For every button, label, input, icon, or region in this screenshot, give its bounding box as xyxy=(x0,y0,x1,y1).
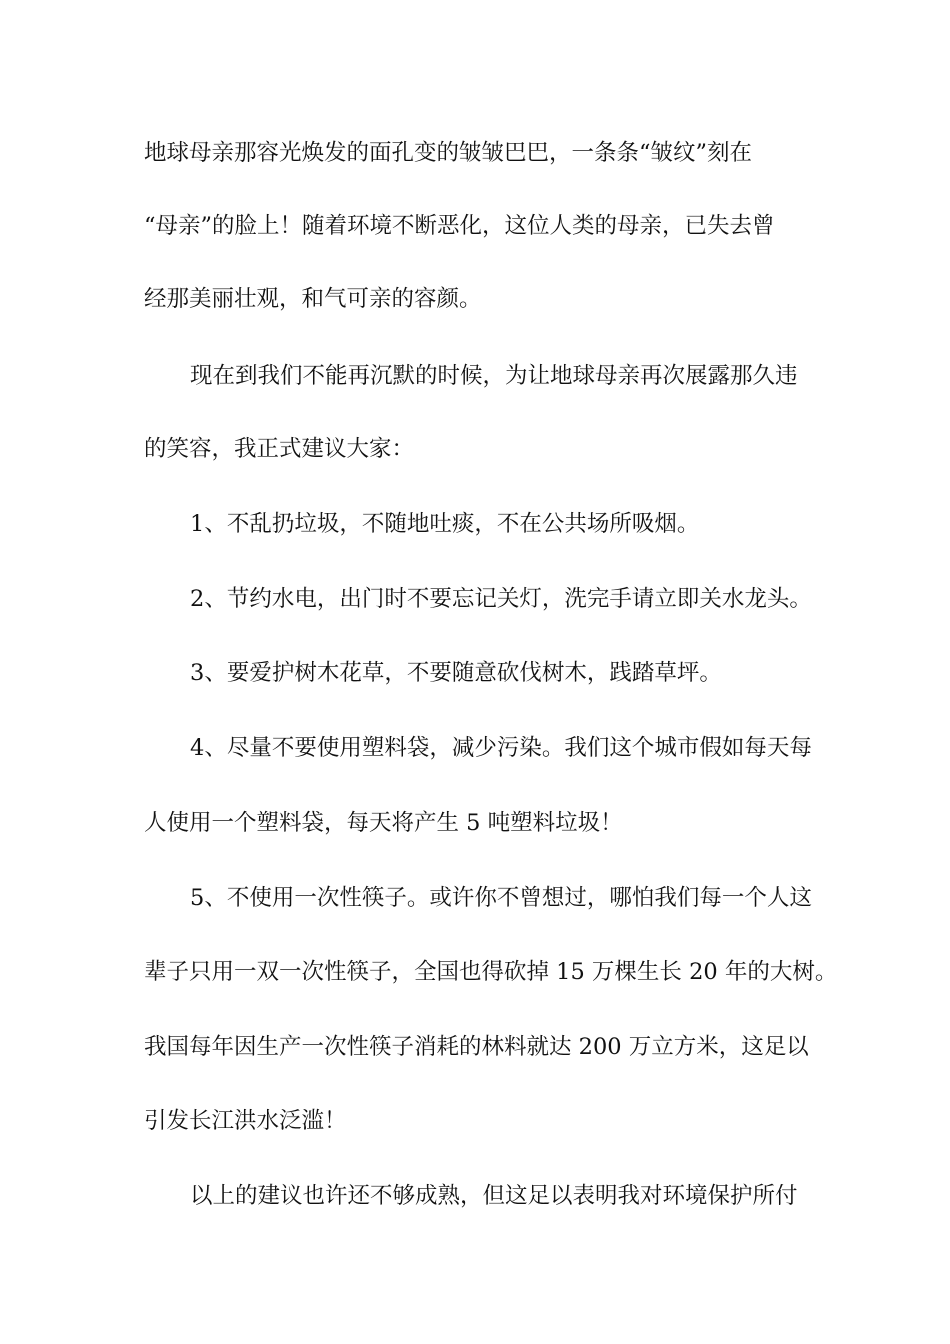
list-item-3: 3、要爱护树木花草，不要随意砍伐树木，践踏草坪。 xyxy=(190,660,722,686)
list-item-2: 2、节约水电，出门时不要忘记关灯，洗完手请立即关水龙头。 xyxy=(190,586,812,612)
text-line: 人使用一个塑料袋，每天将产生 5 吨塑料垃圾！ xyxy=(144,810,623,836)
text-line: 引发长江洪水泛滥！ xyxy=(144,1108,347,1134)
text-line: “母亲”的脸上！随着环境不断恶化，这位人类的母亲，已失去曾 xyxy=(144,213,775,239)
paragraph-first-line: 现在到我们不能再沉默的时候，为让地球母亲再次展露那久违 xyxy=(190,363,798,389)
list-item-1: 1、不乱扔垃圾，不随地吐痰，不在公共场所吸烟。 xyxy=(190,511,700,537)
list-item-4: 4、尽量不要使用塑料袋，减少污染。我们这个城市假如每天每 xyxy=(190,735,812,761)
text-line: 的笑容，我正式建议大家： xyxy=(144,436,415,462)
text-line: 地球母亲那容光焕发的面孔变的皱皱巴巴，一条条“皱纹”刻在 xyxy=(144,140,753,166)
paragraph-first-line: 以上的建议也许还不够成熟，但这足以表明我对环境保护所付 xyxy=(190,1183,798,1209)
text-line: 辈子只用一双一次性筷子，全国也得砍掉 15 万棵生长 20 年的大树。 xyxy=(144,959,838,985)
text-line: 经那美丽壮观，和气可亲的容颜。 xyxy=(144,286,482,312)
text-line: 我国每年因生产一次性筷子消耗的林料就达 200 万立方米，这足以 xyxy=(144,1034,809,1060)
list-item-5: 5、不使用一次性筷子。或许你不曾想过，哪怕我们每一个人这 xyxy=(190,885,812,911)
